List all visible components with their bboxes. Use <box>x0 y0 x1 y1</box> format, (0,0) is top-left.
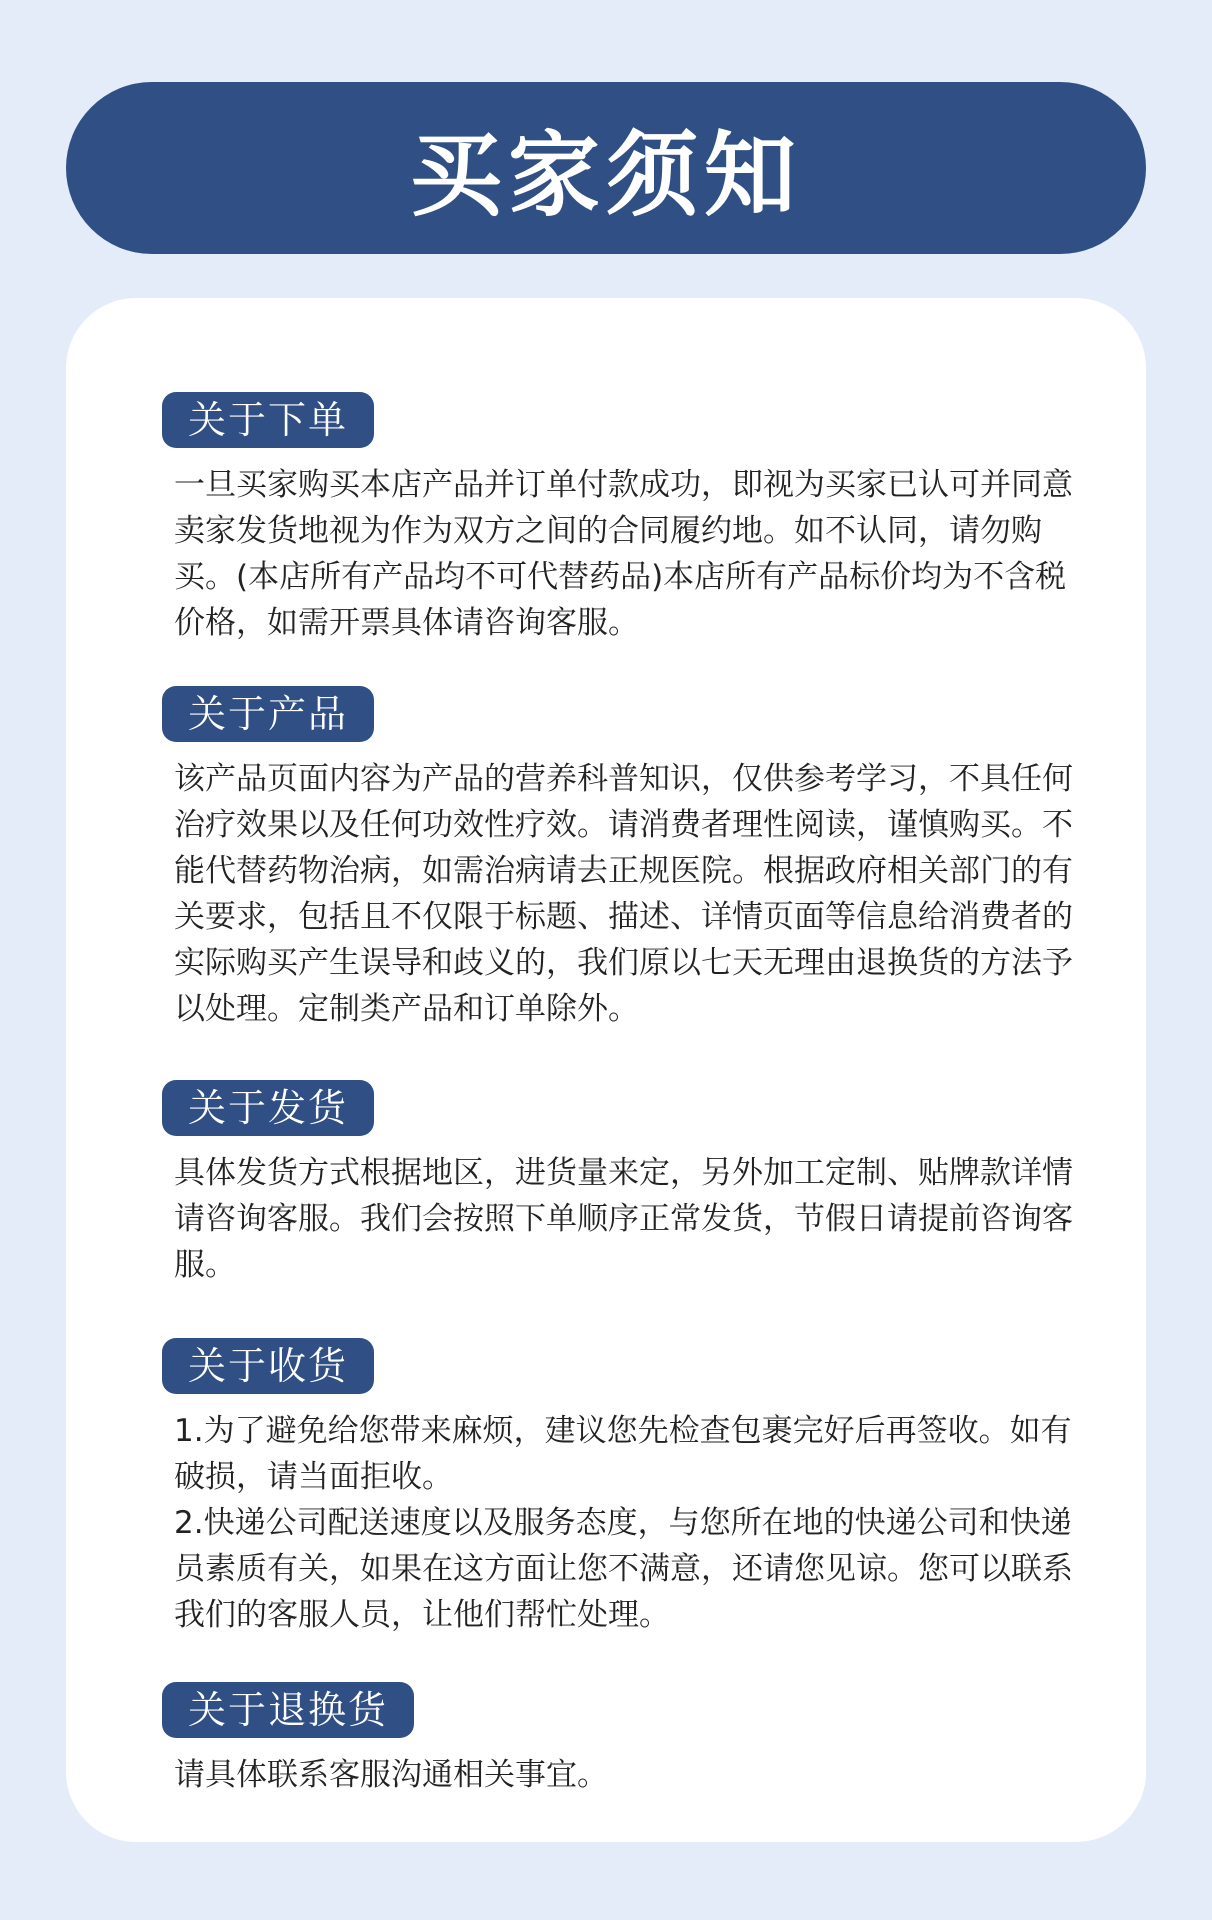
section-body <box>162 1408 1094 1638</box>
title-banner <box>66 82 1146 254</box>
section-shipping <box>162 1080 1082 1288</box>
section-paragraph: 1.为了避免给您带来麻烦，建议您先检查包裹完好后再签收。如有破损，请当面拒收。 <box>174 1413 1072 1495</box>
section-body <box>162 1150 1094 1288</box>
section-body <box>162 756 1094 1032</box>
section-returns <box>162 1682 1082 1798</box>
section-paragraph: 2.快递公司配送速度以及服务态度，与您所在地的快递公司和快递员素质有关，如果在这方面让您不满意，还请您见谅。您可以联系我们的客服人员，让他们帮忙处理。 <box>174 1505 1073 1633</box>
section-receiving <box>162 1338 1082 1638</box>
section-paragraph: 请具体联系客服沟通相关事宜。 <box>174 1757 608 1793</box>
section-ordering <box>162 392 1082 646</box>
notice-card <box>66 298 1146 1842</box>
section-heading: 关于发货 <box>162 1080 374 1136</box>
section-body <box>162 1752 1094 1798</box>
section-heading: 关于产品 <box>162 686 374 742</box>
section-heading: 关于下单 <box>162 392 374 448</box>
section-paragraph: 具体发货方式根据地区，进货量来定，另外加工定制、贴牌款详情请咨询客服。我们会按照下单顺序正常发货，节假日请提前咨询客服。 <box>174 1155 1073 1283</box>
section-body <box>162 462 1094 646</box>
section-paragraph: 一旦买家购买本店产品并订单付款成功，即视为买家已认可并同意卖家发货地视为作为双方之间的合同履约地。如不认同，请勿购买。(本店所有产品均不可代替药品)本店所有产品标价均为不含税价格，如需开票具体请咨询客服。 <box>174 467 1073 641</box>
page-title: 买家须知 <box>409 122 802 229</box>
section-paragraph: 该产品页面内容为产品的营养科普知识，仅供参考学习，不具任何治疗效果以及任何功效性疗效。请消费者理性阅读，谨慎购买。不能代替药物治病，如需治病请去正规医院。根据政府相关部门的有关要求，包括且不仅限于标题、描述、详情页面等信息给消费者的实际购买产生误导和歧义的，我们原以七天无理由退换货的方法予以处理。定制类产品和订单除外。 <box>174 761 1073 1027</box>
section-heading: 关于退换货 <box>162 1682 414 1738</box>
section-product <box>162 686 1082 1032</box>
section-heading: 关于收货 <box>162 1338 374 1394</box>
